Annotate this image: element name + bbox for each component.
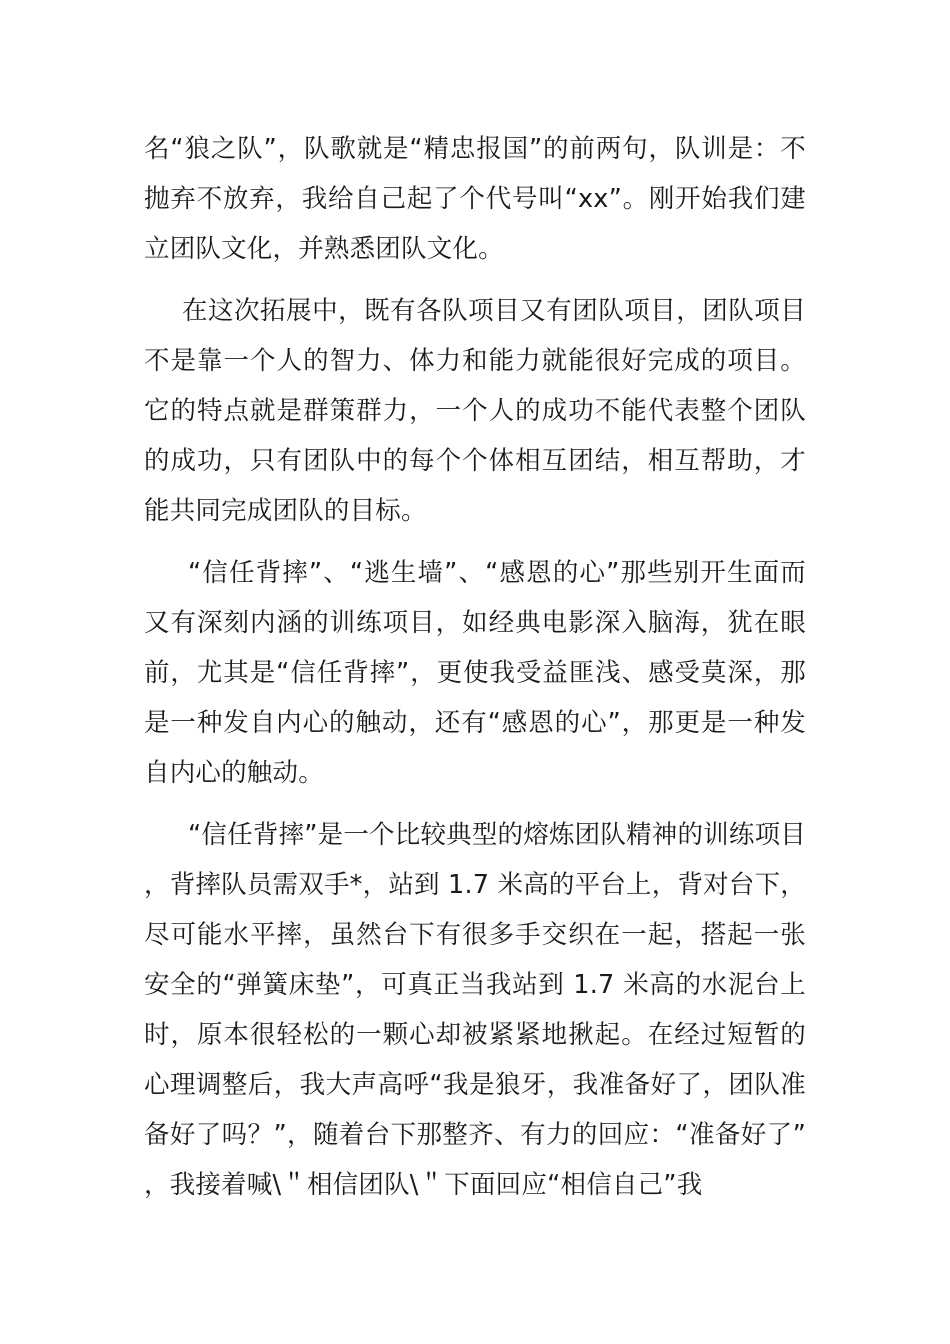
paragraph-3: “信任背摔”、“逃生墙”、“感恩的心”那些别开生面而又有深刻内涵的训练项目，如经典电影深入脑海，犹在眼前，尤其是“信任背摔”，更使我受益匪浅、感受莫深，那是一种发自内心的触动，还有“感恩的心”，那更是一种发自内心的触动。 — [144, 558, 806, 788]
document-body — [144, 124, 806, 1222]
paragraph-1: 名“狼之队”，队歌就是“精忠报国”的前两句，队训是：不抛弃不放弃，我给自己起了个代号叫“xx”。刚开始我们建立团队文化，并熟悉团队文化。 — [144, 134, 806, 264]
paragraph-4: “信任背摔”是一个比较典型的熔炼团队精神的训练项目，背摔队员需双手*，站到 1.7 米高的平台上，背对台下，尽可能水平摔，虽然台下有很多手交织在一起，搭起一张安全的“弹簧床垫”，可真正当我站到 1.7 米高的水泥台上时，原本很轻松的一颗心却被紧紧地揪起。在经过短暂的心理调整后，我大声高呼“我是狼牙，我准备好了，团队准备好了吗？”，随着台下那整齐、有力的回应：“准备好了”，我接着喊\＂相信团队\＂下面回应“相信自己”我 — [144, 820, 806, 1200]
paragraph-2: 在这次拓展中，既有各队项目又有团队项目，团队项目不是靠一个人的智力、体力和能力就能很好完成的项目。它的特点就是群策群力，一个人的成功不能代表整个团队的成功，只有团队中的每个个体相互团结，相互帮助，才能共同完成团队的目标。 — [144, 296, 806, 526]
